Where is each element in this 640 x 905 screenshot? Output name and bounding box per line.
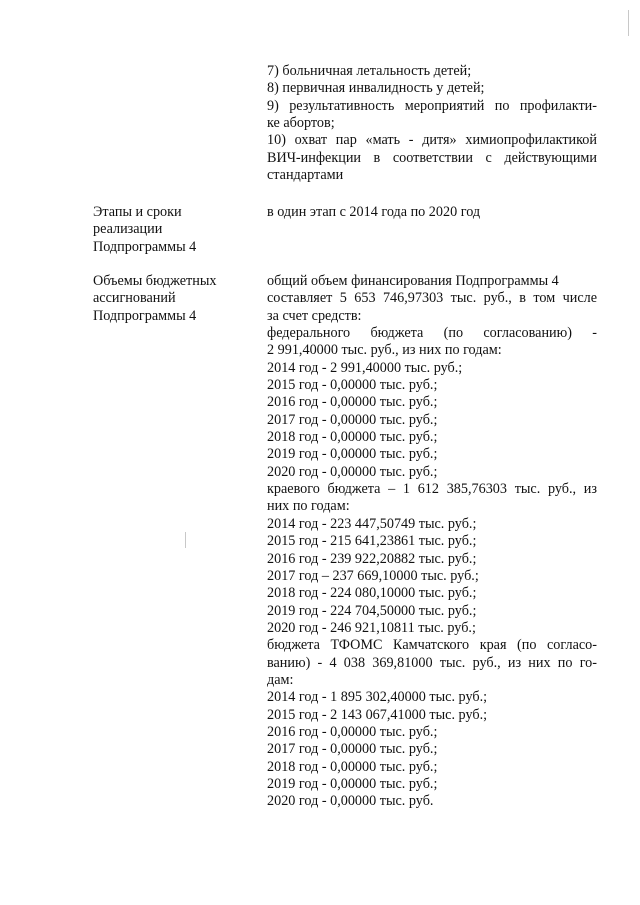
budget-line: федерального бюджета (по согласованию) - [267, 325, 597, 342]
budget-line: 2016 год - 0,00000 тыс. руб.; [267, 394, 438, 411]
scan-mark [185, 532, 186, 548]
stages-value [267, 204, 597, 221]
budget-line: бюджета ТФОМС Камчатского края (по согласо- [267, 637, 597, 654]
stages-value-line: в один этап с 2014 года по 2020 год [267, 204, 481, 220]
budget-line: за счет средств: [267, 307, 362, 324]
budget-label [93, 273, 258, 325]
budget-line: составляет 5 653 746,97303 тыс. руб., в том числе [267, 290, 597, 307]
budget-line: них по годам: [267, 498, 350, 515]
budget-line: краевого бюджета – 1 612 385,76303 тыс. руб., из [267, 481, 597, 498]
budget-line: 2018 год - 0,00000 тыс. руб.; [267, 429, 438, 446]
budget-line: 2020 год - 246 921,10811 тыс. руб.; [267, 619, 476, 636]
stages-label-line: Подпрограммы 4 [93, 238, 197, 255]
budget-label-line: Подпрограммы 4 [93, 307, 197, 324]
budget-line: 2019 год - 0,00000 тыс. руб.; [267, 446, 438, 463]
budget-details [267, 273, 597, 811]
budget-line: 2017 год – 237 669,10000 тыс. руб.; [267, 567, 479, 584]
budget-line: 2016 год - 239 922,20882 тыс. руб.; [267, 550, 477, 567]
budget-line: 2019 год - 224 704,50000 тыс. руб.; [267, 602, 477, 619]
budget-line: 2017 год - 0,00000 тыс. руб.; [267, 411, 438, 428]
indicators-list [267, 63, 597, 184]
budget-label-line: ассигнований [93, 290, 176, 307]
budget-line: общий объем финансирования Подпрограммы 4 [267, 273, 559, 289]
budget-line: 2014 год - 2 991,40000 тыс. руб.; [267, 359, 463, 376]
budget-line: 2 991,40000 тыс. руб., из них по годам: [267, 342, 502, 359]
indicator-line: стандартами [267, 167, 344, 184]
budget-line: 2017 год - 0,00000 тыс. руб.; [267, 741, 438, 758]
indicator-line: 9) результативность мероприятий по профилакти- [267, 97, 597, 114]
budget-line: 2015 год - 2 143 067,41000 тыс. руб.; [267, 706, 488, 723]
budget-line: 2019 год - 0,00000 тыс. руб.; [267, 775, 438, 792]
budget-line: 2014 год - 223 447,50749 тыс. руб.; [267, 515, 477, 532]
budget-label-line: Объемы бюджетных [93, 273, 217, 289]
stages-label-line: реализации [93, 221, 163, 238]
indicator-line: 8) первичная инвалидность у детей; [267, 80, 485, 97]
budget-line: 2018 год - 224 080,10000 тыс. руб.; [267, 585, 477, 602]
scan-mark [628, 10, 629, 36]
budget-line: 2014 год - 1 895 302,40000 тыс. руб.; [267, 689, 488, 706]
budget-line: 2016 год - 0,00000 тыс. руб.; [267, 723, 438, 740]
budget-line: дам: [267, 671, 294, 688]
indicator-line: ке абортов; [267, 115, 335, 132]
budget-line: 2015 год - 0,00000 тыс. руб.; [267, 377, 438, 394]
budget-line: 2020 год - 0,00000 тыс. руб. [267, 793, 434, 810]
budget-line: 2015 год - 215 641,23861 тыс. руб.; [267, 533, 477, 550]
indicator-line: ВИЧ-инфекции в соответствии с действующими [267, 149, 597, 166]
stages-label [93, 204, 258, 256]
stages-label-line: Этапы и сроки [93, 204, 182, 220]
indicator-line: 7) больничная летальность детей; [267, 63, 472, 79]
budget-line: 2018 год - 0,00000 тыс. руб.; [267, 758, 438, 775]
budget-line: ванию) - 4 038 369,81000 тыс. руб., из них по го- [267, 654, 597, 671]
budget-line: 2020 год - 0,00000 тыс. руб.; [267, 463, 438, 480]
indicator-line: 10) охват пар «мать - дитя» химиопрофилактикой [267, 132, 597, 149]
